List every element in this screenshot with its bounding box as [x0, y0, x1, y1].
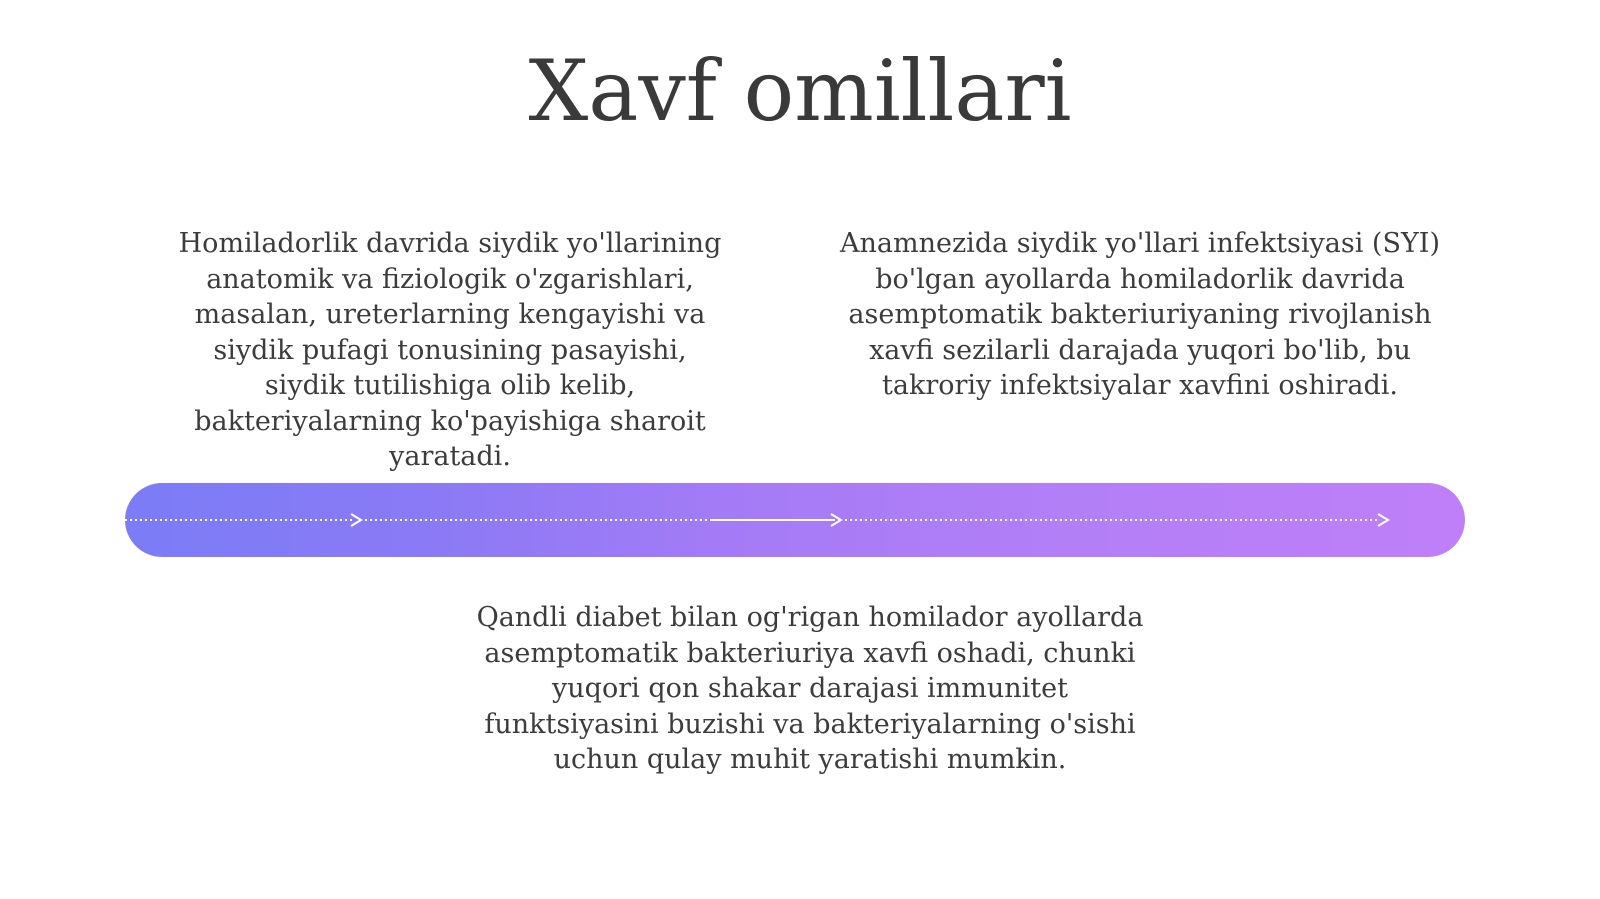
timeline-bar [125, 483, 1465, 557]
text-line: siydik pufagi tonusining pasayishi, [213, 334, 687, 366]
text-line: anatomik va fiziologik o'zgarishlari, [206, 263, 694, 295]
text-line: bo'lgan ayollarda homiladorlik davrida [875, 263, 1405, 295]
text-line: funktsiyasini buzishi va bakteriyalarning o'sishi [484, 708, 1136, 740]
slide-title: Xavf omillari [528, 42, 1072, 140]
text-line: takroriy infektsiyalar xavfini oshiradi. [882, 370, 1398, 401]
text-line: Qandli diabet bilan og'rigan homilador ayollarda [476, 602, 1144, 633]
text-line: yuqori qon shakar darajasi immunitet [552, 673, 1068, 704]
timeline-arrows [125, 483, 1465, 557]
text-line: siydik tutilishiga olib kelib, [264, 370, 636, 401]
text-line: asemptomatik bakteriuriya xavfi oshadi, chunki [484, 637, 1136, 669]
risk-factor-history [820, 226, 1460, 404]
text-line: Anamnezida siydik yo'llari infektsiyasi (SYI) [840, 228, 1440, 259]
text-line: Homiladorlik davrida siydik yo'llarining [178, 228, 722, 259]
risk-factor-anatomic [130, 226, 770, 475]
text-line: bakteriyalarning ko'payishiga sharoit [194, 405, 706, 437]
text-line: asemptomatik bakteriuriyaning rivojlanish [848, 299, 1432, 330]
arrow-right-icon [351, 514, 361, 526]
text-line: xavfi sezilarli darajada yuqori bo'lib, bu [869, 334, 1411, 366]
text-line: yaratadi. [389, 441, 511, 472]
risk-factor-diabetes [440, 600, 1180, 778]
text-line: masalan, ureterlarning kengayishi va [194, 299, 706, 330]
arrow-right-icon [1378, 514, 1388, 526]
text-line: uchun qulay muhit yaratishi mumkin. [553, 744, 1067, 775]
